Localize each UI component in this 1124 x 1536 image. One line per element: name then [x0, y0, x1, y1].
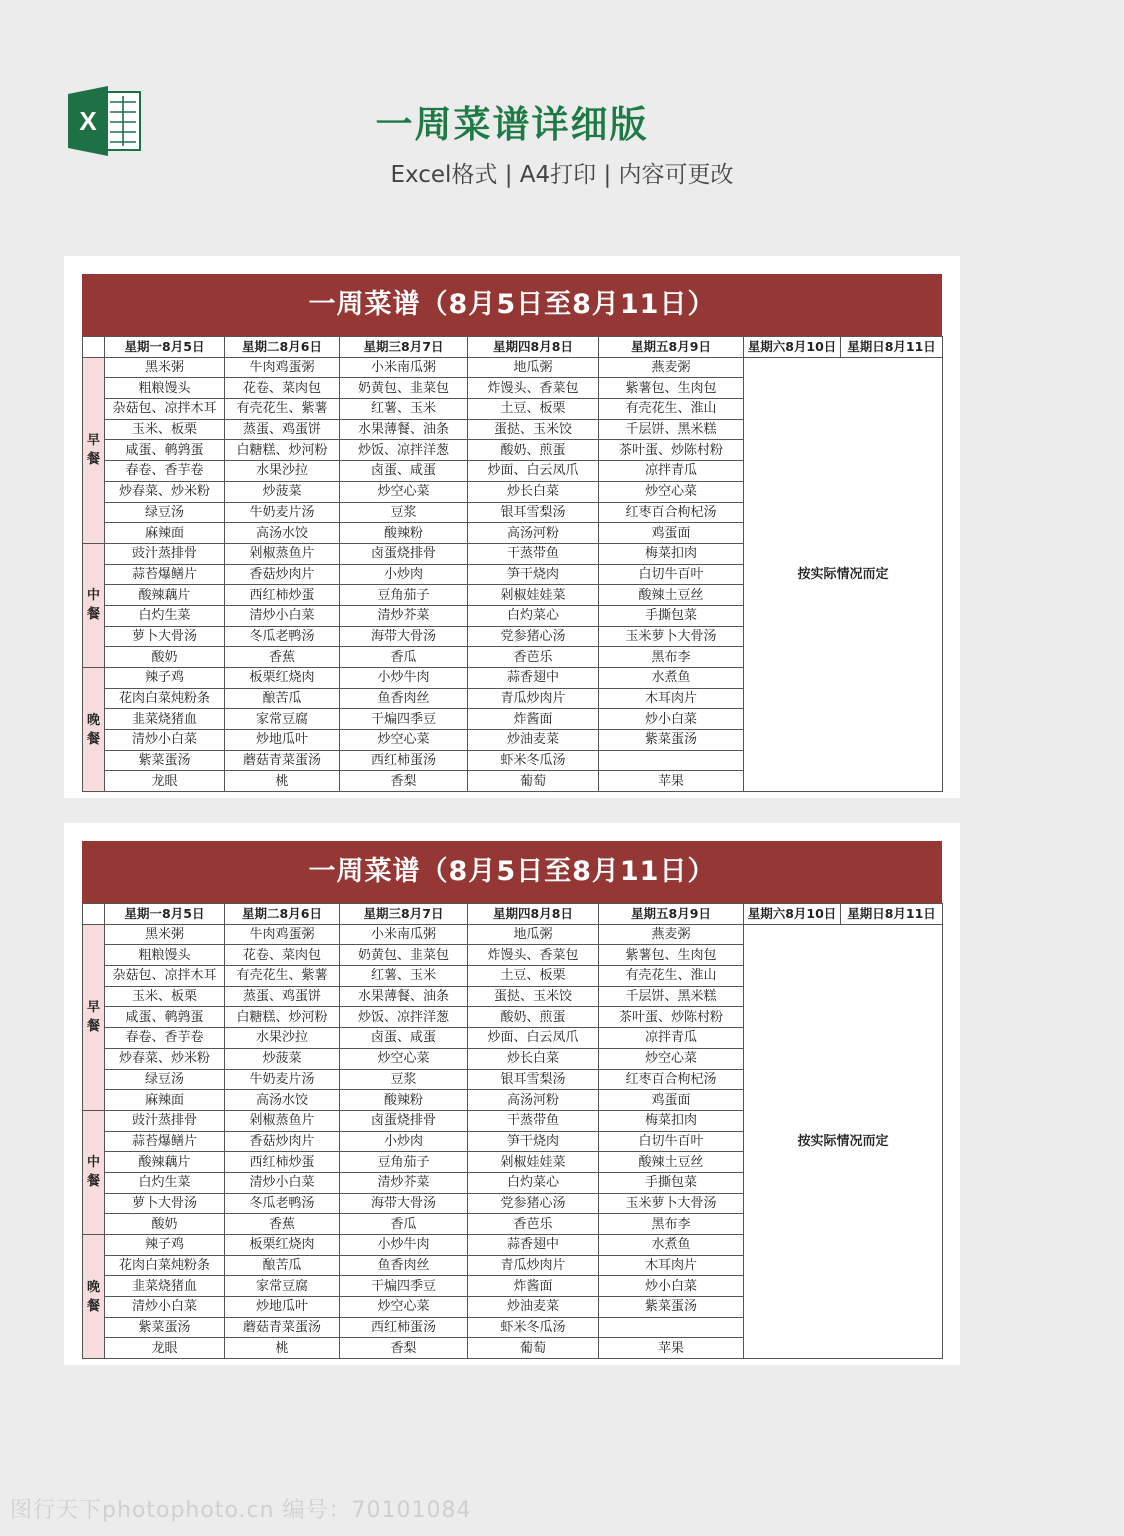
dish-cell: 蘑菇青菜蛋汤	[225, 1317, 340, 1338]
dish-cell: 玉米、板栗	[105, 419, 225, 440]
dish-cell: 炒春菜、炒米粉	[105, 481, 225, 502]
weekend-note: 按实际情况而定	[744, 924, 943, 1358]
dish-cell: 清炒小白菜	[105, 1297, 225, 1318]
meal-label: 晚 餐	[83, 668, 105, 792]
day-header: 星期四8月8日	[468, 337, 599, 358]
dish-cell: 笋干烧肉	[468, 564, 599, 585]
dish-cell: 花卷、菜肉包	[225, 945, 340, 966]
dish-cell: 水果薄餐、油条	[340, 986, 468, 1007]
day-header: 星期四8月8日	[468, 904, 599, 925]
dish-cell: 家常豆腐	[225, 1276, 340, 1297]
dish-cell: 卤蛋烧排骨	[340, 543, 468, 564]
dish-cell: 牛奶麦片汤	[225, 502, 340, 523]
day-header: 星期六8月10日	[744, 337, 841, 358]
dish-cell: 豆角茄子	[340, 585, 468, 606]
day-header-row	[83, 337, 943, 358]
dish-cell: 清炒芥菜	[340, 1172, 468, 1193]
dish-cell: 高汤水饺	[225, 1090, 340, 1111]
dish-cell: 燕麦粥	[599, 924, 744, 945]
dish-cell: 剁椒娃娃菜	[468, 1152, 599, 1173]
dish-cell: 奶黄包、韭菜包	[340, 945, 468, 966]
dish-cell: 酸辣粉	[340, 1090, 468, 1111]
dish-cell	[599, 1317, 744, 1338]
dish-cell: 西红柿蛋汤	[340, 1317, 468, 1338]
dish-cell: 水煮鱼	[599, 668, 744, 689]
dish-cell: 粗粮馒头	[105, 945, 225, 966]
dish-cell: 鸡蛋面	[599, 1090, 744, 1111]
day-header: 星期三8月7日	[340, 904, 468, 925]
day-header: 星期二8月6日	[225, 904, 340, 925]
meal-label: 早 餐	[83, 357, 105, 543]
dish-cell: 葡萄	[468, 771, 599, 792]
dish-cell: 花肉白菜炖粉条	[105, 688, 225, 709]
dish-cell: 绿豆汤	[105, 1069, 225, 1090]
dish-cell: 萝卜大骨汤	[105, 626, 225, 647]
dish-cell: 清炒小白菜	[105, 730, 225, 751]
dish-cell: 香芭乐	[468, 647, 599, 668]
meal-label: 晚 餐	[83, 1235, 105, 1359]
dish-cell: 白切牛百叶	[599, 1131, 744, 1152]
day-header: 星期五8月9日	[599, 904, 744, 925]
dish-cell: 白糖糕、炒河粉	[225, 440, 340, 461]
dish-cell: 茶叶蛋、炒陈村粉	[599, 1007, 744, 1028]
dish-cell: 青瓜炒肉片	[468, 688, 599, 709]
dish-cell: 炒春菜、炒米粉	[105, 1048, 225, 1069]
dish-cell: 鱼香肉丝	[340, 1255, 468, 1276]
dish-cell: 玉米萝卜大骨汤	[599, 626, 744, 647]
dish-cell: 萝卜大骨汤	[105, 1193, 225, 1214]
day-header: 星期六8月10日	[744, 904, 841, 925]
dish-cell: 紫薯包、生肉包	[599, 945, 744, 966]
dish-cell: 水果沙拉	[225, 1028, 340, 1049]
dish-cell: 豆浆	[340, 502, 468, 523]
dish-cell: 奶黄包、韭菜包	[340, 378, 468, 399]
dish-cell: 炒空心菜	[599, 1048, 744, 1069]
dish-cell: 香瓜	[340, 1214, 468, 1235]
dish-cell: 有壳花生、紫薯	[225, 399, 340, 420]
day-header: 星期三8月7日	[340, 337, 468, 358]
dish-cell: 酸辣粉	[340, 523, 468, 544]
dish-cell: 炒面、白云凤爪	[468, 1028, 599, 1049]
day-header: 星期一8月5日	[105, 337, 225, 358]
dish-cell: 凉拌青瓜	[599, 461, 744, 482]
dish-cell: 炒小白菜	[599, 1276, 744, 1297]
dish-cell: 冬瓜老鸭汤	[225, 1193, 340, 1214]
dish-cell: 炒地瓜叶	[225, 1297, 340, 1318]
dish-cell: 卤蛋、咸蛋	[340, 1028, 468, 1049]
dish-cell: 葡萄	[468, 1338, 599, 1359]
meal-label: 中 餐	[83, 1110, 105, 1234]
dish-cell: 豉汁蒸排骨	[105, 543, 225, 564]
dish-cell: 炒空心菜	[340, 730, 468, 751]
dish-cell: 银耳雪梨汤	[468, 1069, 599, 1090]
dish-cell: 炒空心菜	[340, 481, 468, 502]
dish-cell: 红枣百合枸杞汤	[599, 502, 744, 523]
dish-cell: 粗粮馒头	[105, 378, 225, 399]
dish-cell: 香菇炒肉片	[225, 1131, 340, 1152]
dish-cell: 小炒牛肉	[340, 1235, 468, 1256]
dish-cell: 炒油麦菜	[468, 1297, 599, 1318]
dish-cell: 水果沙拉	[225, 461, 340, 482]
dish-cell: 手撕包菜	[599, 605, 744, 626]
dish-cell: 炸馒头、香菜包	[468, 378, 599, 399]
dish-cell: 杂菇包、凉拌木耳	[105, 966, 225, 987]
dish-cell: 白灼菜心	[468, 1172, 599, 1193]
dish-cell: 花肉白菜炖粉条	[105, 1255, 225, 1276]
dish-cell: 炒空心菜	[599, 481, 744, 502]
dish-cell: 清炒小白菜	[225, 605, 340, 626]
dish-cell: 炒长白菜	[468, 481, 599, 502]
dish-cell: 鱼香肉丝	[340, 688, 468, 709]
dish-cell: 剁椒蒸鱼片	[225, 543, 340, 564]
dish-cell: 卤蛋烧排骨	[340, 1110, 468, 1131]
dish-cell: 干蒸带鱼	[468, 1110, 599, 1131]
dish-cell: 炒面、白云凤爪	[468, 461, 599, 482]
dish-cell: 酸奶、煎蛋	[468, 1007, 599, 1028]
dish-cell: 干煸四季豆	[340, 709, 468, 730]
dish-cell: 地瓜粥	[468, 924, 599, 945]
dish-cell: 紫菜蛋汤	[599, 730, 744, 751]
dish-cell: 桃	[225, 771, 340, 792]
page-title: 一周菜谱详细版	[375, 103, 649, 146]
dish-cell: 蒸蛋、鸡蛋饼	[225, 986, 340, 1007]
dish-cell: 韭菜烧猪血	[105, 709, 225, 730]
dish-cell: 笋干烧肉	[468, 1131, 599, 1152]
dish-cell: 龙眼	[105, 1338, 225, 1359]
dish-cell: 炒饭、凉拌洋葱	[340, 1007, 468, 1028]
sheet-title: 一周菜谱（8月5日至8月11日）	[82, 274, 942, 336]
dish-cell: 红枣百合枸杞汤	[599, 1069, 744, 1090]
dish-cell: 黑米粥	[105, 924, 225, 945]
dish-cell: 绿豆汤	[105, 502, 225, 523]
dish-cell: 花卷、菜肉包	[225, 378, 340, 399]
dish-cell: 白灼菜心	[468, 605, 599, 626]
dish-cell: 紫薯包、生肉包	[599, 378, 744, 399]
table-row	[83, 924, 943, 945]
dish-cell: 咸蛋、鹌鹑蛋	[105, 1007, 225, 1028]
dish-cell: 剁椒蒸鱼片	[225, 1110, 340, 1131]
dish-cell: 干蒸带鱼	[468, 543, 599, 564]
dish-cell: 韭菜烧猪血	[105, 1276, 225, 1297]
sheet-preview-1	[64, 256, 960, 798]
day-header: 星期日8月11日	[841, 904, 943, 925]
dish-cell: 剁椒娃娃菜	[468, 585, 599, 606]
dish-cell: 板栗红烧肉	[225, 1235, 340, 1256]
dish-cell: 春卷、香芋卷	[105, 1028, 225, 1049]
dish-cell: 虾米冬瓜汤	[468, 750, 599, 771]
dish-cell: 香菇炒肉片	[225, 564, 340, 585]
dish-cell: 干煸四季豆	[340, 1276, 468, 1297]
dish-cell: 酸奶、煎蛋	[468, 440, 599, 461]
dish-cell: 冬瓜老鸭汤	[225, 626, 340, 647]
dish-cell: 紫菜蛋汤	[105, 1317, 225, 1338]
dish-cell: 蒜香翅中	[468, 668, 599, 689]
dish-cell: 炒空心菜	[340, 1048, 468, 1069]
dish-cell: 酿苦瓜	[225, 1255, 340, 1276]
weekend-note: 按实际情况而定	[744, 357, 943, 791]
dish-cell: 炸酱面	[468, 709, 599, 730]
dish-cell: 玉米、板栗	[105, 986, 225, 1007]
dish-cell: 高汤河粉	[468, 523, 599, 544]
dish-cell: 炸馒头、香菜包	[468, 945, 599, 966]
dish-cell: 清炒芥菜	[340, 605, 468, 626]
dish-cell: 春卷、香芋卷	[105, 461, 225, 482]
dish-cell: 蛋挞、玉米饺	[468, 419, 599, 440]
dish-cell: 麻辣面	[105, 1090, 225, 1111]
dish-cell: 蒜香翅中	[468, 1235, 599, 1256]
dish-cell: 卤蛋、咸蛋	[340, 461, 468, 482]
dish-cell: 酸辣土豆丝	[599, 1152, 744, 1173]
dish-cell: 有壳花生、紫薯	[225, 966, 340, 987]
dish-cell: 红薯、玉米	[340, 966, 468, 987]
dish-cell: 红薯、玉米	[340, 399, 468, 420]
dish-cell: 党参猪心汤	[468, 626, 599, 647]
dish-cell: 蛋挞、玉米饺	[468, 986, 599, 1007]
dish-cell: 香梨	[340, 771, 468, 792]
dish-cell: 有壳花生、淮山	[599, 966, 744, 987]
day-header: 星期日8月11日	[841, 337, 943, 358]
dish-cell: 白灼生菜	[105, 605, 225, 626]
dish-cell: 小炒肉	[340, 1131, 468, 1152]
dish-cell: 茶叶蛋、炒陈村粉	[599, 440, 744, 461]
dish-cell: 龙眼	[105, 771, 225, 792]
dish-cell: 玉米萝卜大骨汤	[599, 1193, 744, 1214]
dish-cell: 清炒小白菜	[225, 1172, 340, 1193]
dish-cell: 牛肉鸡蛋粥	[225, 357, 340, 378]
dish-cell: 土豆、板栗	[468, 966, 599, 987]
dish-cell: 蘑菇青菜蛋汤	[225, 750, 340, 771]
dish-cell: 炒菠菜	[225, 1048, 340, 1069]
dish-cell: 虾米冬瓜汤	[468, 1317, 599, 1338]
dish-cell: 白切牛百叶	[599, 564, 744, 585]
dish-cell: 梅菜扣肉	[599, 1110, 744, 1131]
dish-cell: 鸡蛋面	[599, 523, 744, 544]
dish-cell: 青瓜炒肉片	[468, 1255, 599, 1276]
meal-label: 早 餐	[83, 924, 105, 1110]
dish-cell: 酸辣藕片	[105, 1152, 225, 1173]
dish-cell: 豆角茄子	[340, 1152, 468, 1173]
dish-cell: 水煮鱼	[599, 1235, 744, 1256]
dish-cell: 手撕包菜	[599, 1172, 744, 1193]
watermark: 图行天下photophoto.cn 编号：70101084	[10, 1498, 472, 1523]
excel-logo-letter: X	[79, 106, 97, 136]
dish-cell	[599, 750, 744, 771]
dish-cell: 木耳肉片	[599, 1255, 744, 1276]
dish-cell: 西红柿蛋汤	[340, 750, 468, 771]
dish-cell: 紫菜蛋汤	[105, 750, 225, 771]
dish-cell: 高汤河粉	[468, 1090, 599, 1111]
dish-cell: 炸酱面	[468, 1276, 599, 1297]
dish-cell: 土豆、板栗	[468, 399, 599, 420]
dish-cell: 千层饼、黑米糕	[599, 986, 744, 1007]
dish-cell: 小炒肉	[340, 564, 468, 585]
dish-cell: 蒸蛋、鸡蛋饼	[225, 419, 340, 440]
dish-cell: 香蕉	[225, 647, 340, 668]
dish-cell: 炒长白菜	[468, 1048, 599, 1069]
dish-cell: 杂菇包、凉拌木耳	[105, 399, 225, 420]
dish-cell: 紫菜蛋汤	[599, 1297, 744, 1318]
dish-cell: 高汤水饺	[225, 523, 340, 544]
dish-cell: 西红柿炒蛋	[225, 585, 340, 606]
dish-cell: 炒菠菜	[225, 481, 340, 502]
dish-cell: 桃	[225, 1338, 340, 1359]
dish-cell: 牛肉鸡蛋粥	[225, 924, 340, 945]
dish-cell: 板栗红烧肉	[225, 668, 340, 689]
dish-cell: 海带大骨汤	[340, 626, 468, 647]
sheet-preview-2	[64, 823, 960, 1365]
dish-cell: 木耳肉片	[599, 688, 744, 709]
dish-cell: 蒜苔爆鳝片	[105, 564, 225, 585]
menu-table	[82, 336, 943, 792]
dish-cell: 苹果	[599, 771, 744, 792]
dish-cell: 苹果	[599, 1338, 744, 1359]
dish-cell: 白糖糕、炒河粉	[225, 1007, 340, 1028]
dish-cell: 千层饼、黑米糕	[599, 419, 744, 440]
dish-cell: 酸奶	[105, 1214, 225, 1235]
dish-cell: 酸奶	[105, 647, 225, 668]
dish-cell: 香蕉	[225, 1214, 340, 1235]
dish-cell: 炒小白菜	[599, 709, 744, 730]
dish-cell: 黑布李	[599, 1214, 744, 1235]
dish-cell: 白灼生菜	[105, 1172, 225, 1193]
dish-cell: 炒空心菜	[340, 1297, 468, 1318]
dish-cell: 水果薄餐、油条	[340, 419, 468, 440]
dish-cell: 家常豆腐	[225, 709, 340, 730]
dish-cell: 西红柿炒蛋	[225, 1152, 340, 1173]
dish-cell: 有壳花生、淮山	[599, 399, 744, 420]
meal-label: 中 餐	[83, 543, 105, 667]
dish-cell: 香梨	[340, 1338, 468, 1359]
dish-cell: 小米南瓜粥	[340, 357, 468, 378]
dish-cell: 炒地瓜叶	[225, 730, 340, 751]
sheet-title: 一周菜谱（8月5日至8月11日）	[82, 841, 942, 903]
dish-cell: 酸辣土豆丝	[599, 585, 744, 606]
dish-cell: 梅菜扣肉	[599, 543, 744, 564]
dish-cell: 咸蛋、鹌鹑蛋	[105, 440, 225, 461]
dish-cell: 地瓜粥	[468, 357, 599, 378]
dish-cell: 香瓜	[340, 647, 468, 668]
menu-table	[82, 903, 943, 1359]
dish-cell: 党参猪心汤	[468, 1193, 599, 1214]
dish-cell: 炒饭、凉拌洋葱	[340, 440, 468, 461]
page-subtitle: Excel格式 | A4打印 | 内容可更改	[390, 162, 734, 188]
dish-cell: 黑米粥	[105, 357, 225, 378]
day-header: 星期一8月5日	[105, 904, 225, 925]
dish-cell: 小米南瓜粥	[340, 924, 468, 945]
dish-cell: 小炒牛肉	[340, 668, 468, 689]
dish-cell: 海带大骨汤	[340, 1193, 468, 1214]
corner-cell	[83, 904, 105, 925]
day-header: 星期二8月6日	[225, 337, 340, 358]
dish-cell: 银耳雪梨汤	[468, 502, 599, 523]
dish-cell: 豉汁蒸排骨	[105, 1110, 225, 1131]
dish-cell: 辣子鸡	[105, 1235, 225, 1256]
table-row	[83, 357, 943, 378]
dish-cell: 酸辣藕片	[105, 585, 225, 606]
dish-cell: 燕麦粥	[599, 357, 744, 378]
dish-cell: 凉拌青瓜	[599, 1028, 744, 1049]
dish-cell: 黑布李	[599, 647, 744, 668]
dish-cell: 炒油麦菜	[468, 730, 599, 751]
dish-cell: 麻辣面	[105, 523, 225, 544]
dish-cell: 牛奶麦片汤	[225, 1069, 340, 1090]
corner-cell	[83, 337, 105, 358]
dish-cell: 辣子鸡	[105, 668, 225, 689]
dish-cell: 酿苦瓜	[225, 688, 340, 709]
dish-cell: 豆浆	[340, 1069, 468, 1090]
dish-cell: 蒜苔爆鳝片	[105, 1131, 225, 1152]
day-header: 星期五8月9日	[599, 337, 744, 358]
dish-cell: 香芭乐	[468, 1214, 599, 1235]
day-header-row	[83, 904, 943, 925]
